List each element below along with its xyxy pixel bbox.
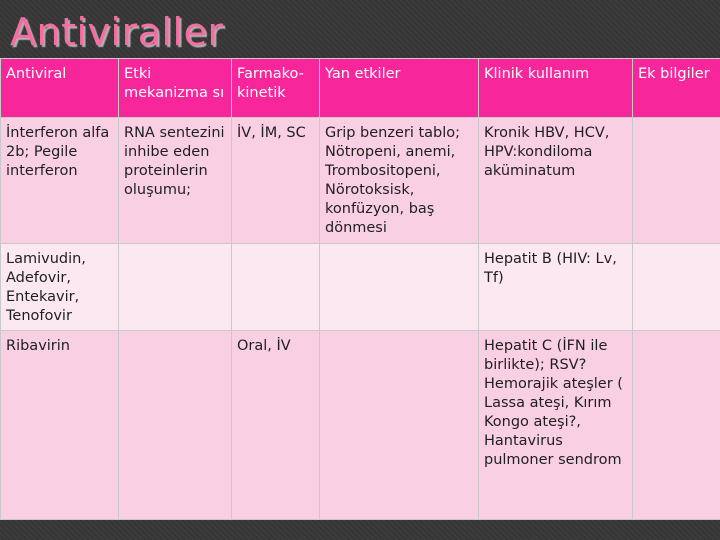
cell-pharmacokinetics: Oral, İV — [232, 331, 320, 520]
cell-mechanism: RNA sentezini inhibe eden proteinlerin oluşumu; — [119, 118, 232, 244]
cell-antiviral: Lamivudin, Adefovir, Entekavir, Tenofovir — [1, 244, 119, 331]
header-side-effects: Yan etkiler — [320, 59, 479, 118]
header-clinical-use: Klinik kullanım — [479, 59, 633, 118]
header-antiviral: Antiviral — [1, 59, 119, 118]
cell-pharmacokinetics — [232, 244, 320, 331]
table-row — [1, 118, 720, 244]
cell-side-effects — [320, 244, 479, 331]
table-row — [1, 331, 720, 520]
header-mechanism: Etki mekanizma sı — [119, 59, 232, 118]
antiviral-table — [0, 58, 720, 520]
cell-additional-info — [633, 244, 720, 331]
cell-clinical-use: Kronik HBV, HCV, HPV:kondiloma aküminatum — [479, 118, 633, 244]
table-row — [1, 244, 720, 331]
cell-antiviral: Ribavirin — [1, 331, 119, 520]
cell-clinical-use: Hepatit C (İFN ile birlikte); RSV? Hemorajik ateşler ( Lassa ateşi, Kırım Kongo ateşi?, Hantavirus pulmoner sendrom — [479, 331, 633, 520]
cell-mechanism — [119, 244, 232, 331]
table-header-row — [1, 59, 720, 118]
header-pharmacokinetics: Farmako-kinetik — [232, 59, 320, 118]
cell-additional-info — [633, 331, 720, 520]
background-strip — [0, 520, 720, 540]
cell-antiviral: İnterferon alfa 2b; Pegile interferon — [1, 118, 119, 244]
cell-pharmacokinetics: İV, İM, SC — [232, 118, 320, 244]
cell-side-effects — [320, 331, 479, 520]
header-additional-info: Ek bilgiler — [633, 59, 720, 118]
slide-title: Antiviraller — [10, 10, 224, 54]
cell-side-effects: Grip benzeri tablo; Nötropeni, anemi, Trombositopeni, Nörotoksisk, konfüzyon, baş dönmesi — [320, 118, 479, 244]
cell-additional-info — [633, 118, 720, 244]
cell-mechanism — [119, 331, 232, 520]
cell-clinical-use: Hepatit B (HIV: Lv, Tf) — [479, 244, 633, 331]
